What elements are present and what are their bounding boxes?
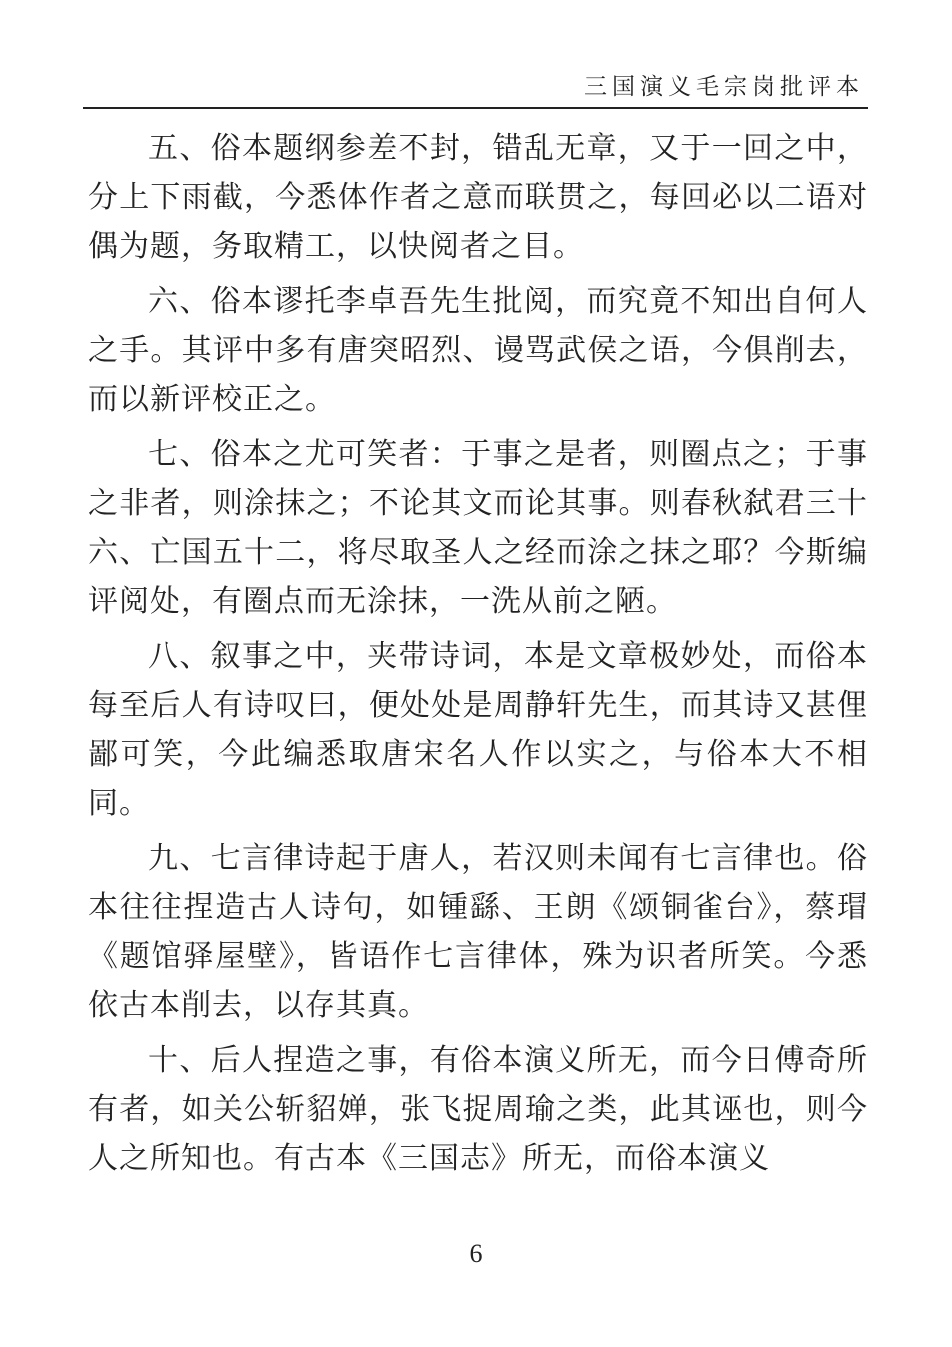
paragraph-8: 八、叙事之中，夹带诗词，本是文章极妙处，而俗本每至后人有诗叹曰，便处处是周静轩先生，而其诗又甚俚鄙可笑，今此编悉取唐宋名人作以实之，与俗本大不相同。 [88, 639, 868, 821]
body-text [88, 124, 868, 1183]
paragraph-7: 七、俗本之尤可笑者：于事之是者，则圈点之；于事之非者，则涂抹之；不论其文而论其事。则春秋弑君三十六、亡国五十二，将尽取圣人之经而涂之抹之耶？今斯编评阅处，有圈点而无涂抹，一洗从前之陋。 [88, 437, 868, 619]
paragraph-10: 十、后人捏造之事，有俗本演义所无，而今日傅奇所有者，如关公斩貂婵，张飞捉周瑜之类，此其诬也，则今人之所知也。有古本《三国志》所无，而俗本演义 [88, 1043, 868, 1176]
running-header: 三国演义毛宗岗批评本 [584, 74, 864, 100]
header-rule [83, 107, 868, 109]
paragraph-6: 六、俗本谬托李卓吾先生批阅，而究竟不知出自何人之手。其评中多有唐突昭烈、谩骂武侯之语，今俱削去，而以新评校正之。 [88, 284, 868, 417]
paragraph-5: 五、俗本题纲参差不封，错乱无章，又于一回之中，分上下雨截，今悉体作者之意而联贯之，每回必以二语对偶为题，务取精工，以快阅者之目。 [88, 131, 868, 264]
paragraph-9: 九、七言律诗起于唐人，若汉则未闻有七言律也。俗本往往捏造古人诗句，如锺繇、王朗《颂铜雀台》，蔡瑁《题馆驿屋壁》，皆语作七言律体，殊为识者所笑。今悉依古本削去，以存其真。 [88, 841, 868, 1023]
page-number: 6 [469, 1239, 483, 1268]
